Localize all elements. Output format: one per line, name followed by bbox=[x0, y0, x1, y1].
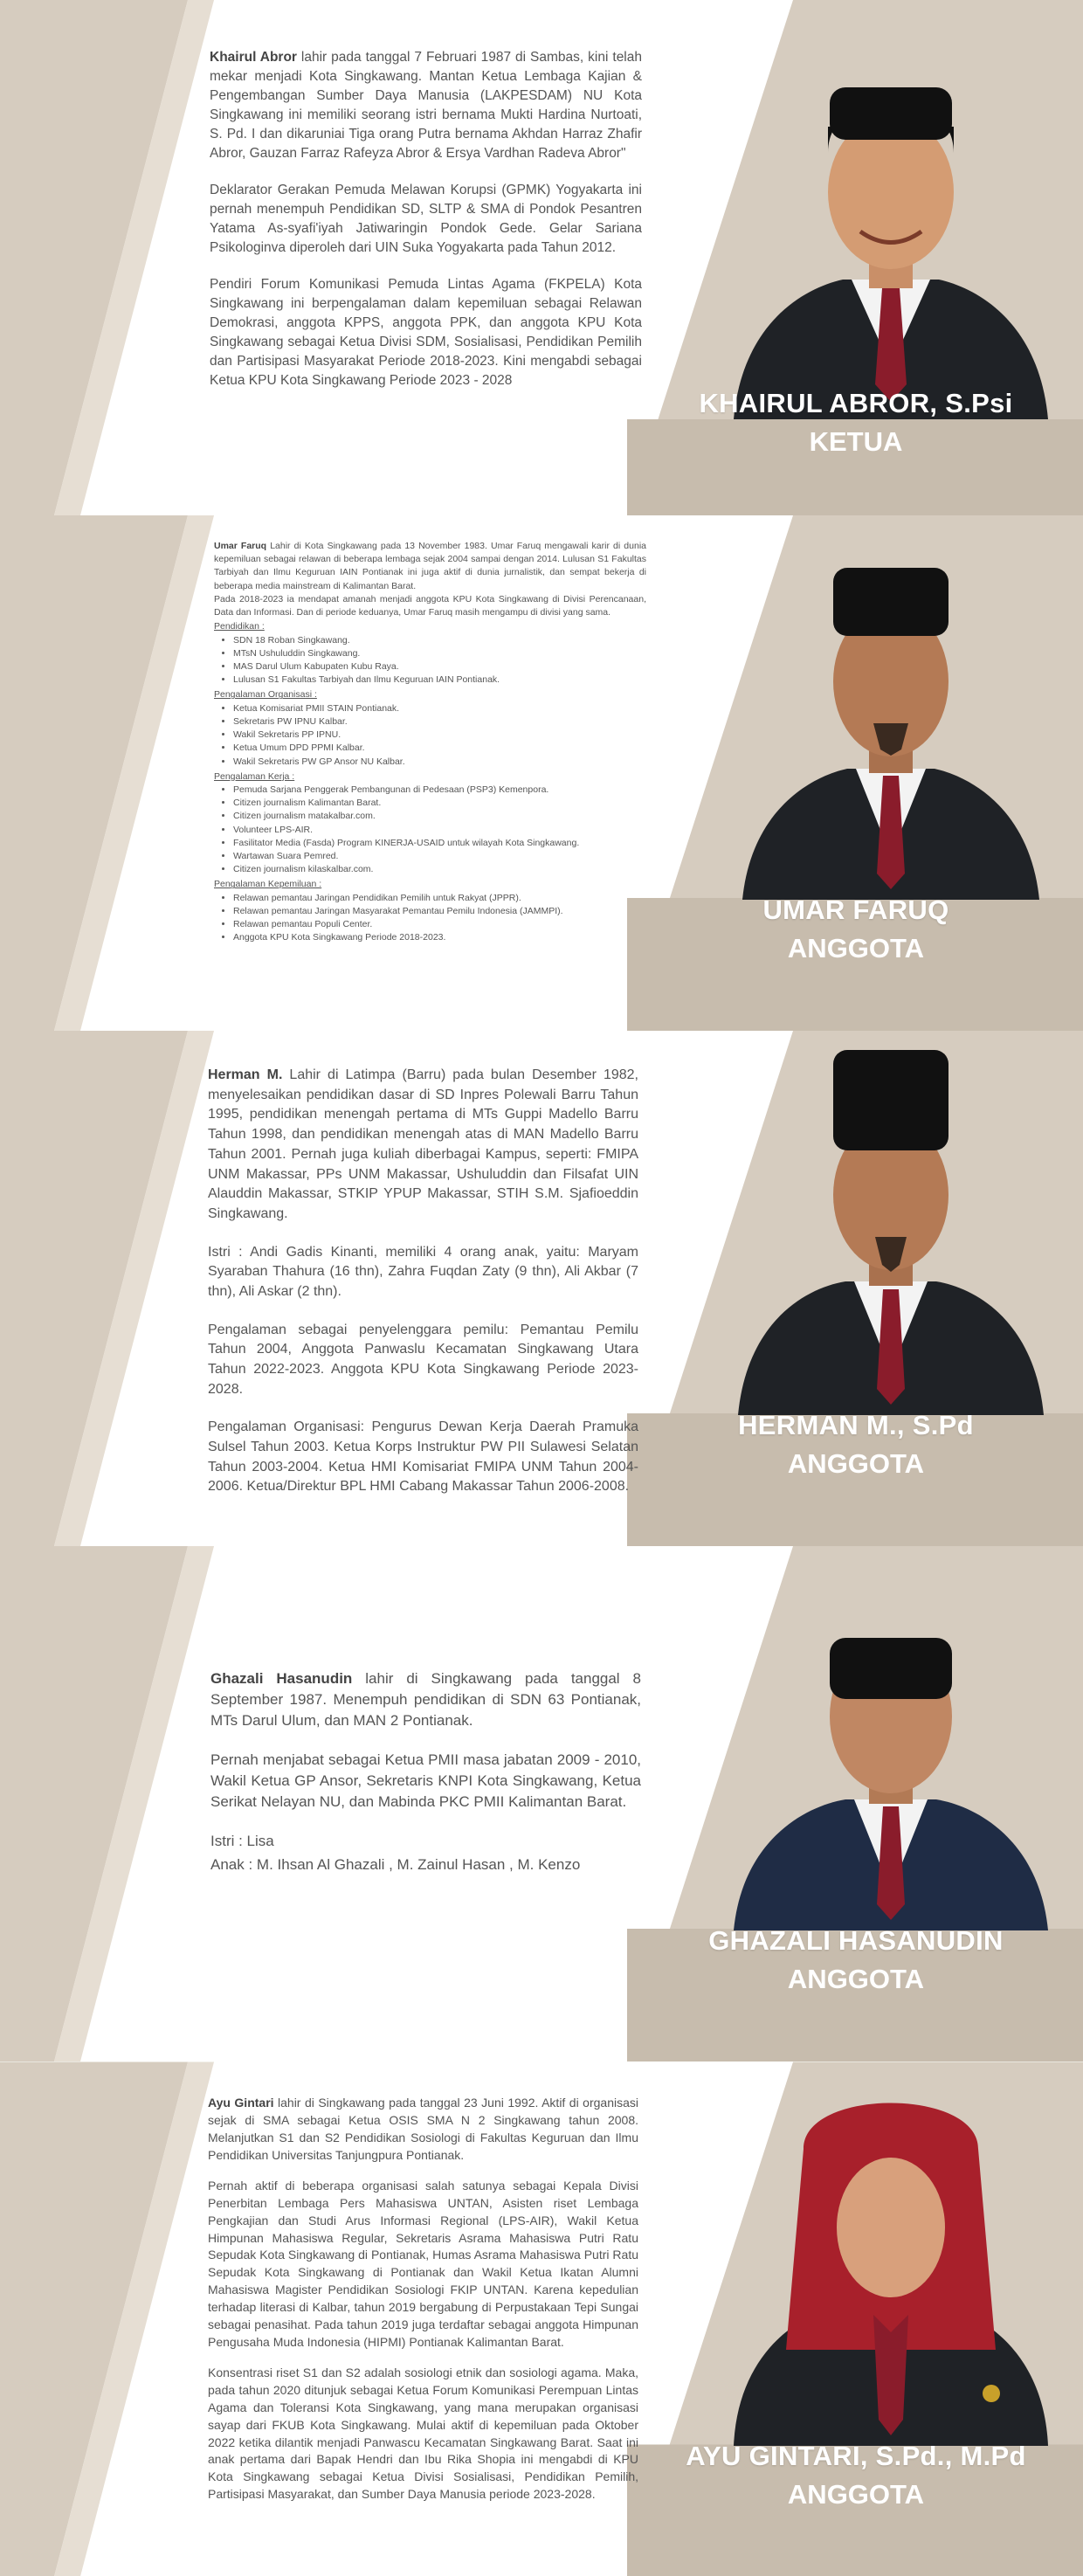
list-item: • Pemuda Sarjana Penggerak Pembangunan di Pedesaan (PSP3) Kemenpora. bbox=[233, 784, 646, 797]
member-name: UMAR FARUQ bbox=[762, 894, 949, 925]
section-heading: Pengalaman Organisasi : bbox=[214, 689, 317, 701]
member-name: GHAZALI HASANUDIN bbox=[708, 1925, 1004, 1956]
list-item: • Anggota KPU Kota Singkawang Periode 2018-2023. bbox=[233, 931, 646, 944]
member-caption bbox=[629, 2437, 1083, 2514]
list-item: • Relawan pemantau Jaringan Pendidikan Pemilih untuk Rakyat (JPPR). bbox=[233, 892, 646, 905]
member-bio-text: lahir di Singkawang pada tanggal 8 September 1987. Menempuh pendidikan di SDN 63 Pontianak, MTs Darul Ulum, dan MAN 2 Pontianak. bbox=[210, 1670, 641, 1730]
member-bio bbox=[214, 540, 646, 947]
member-name: AYU GINTARI, S.Pd., M.Pd bbox=[686, 2441, 1026, 2471]
member-caption bbox=[629, 384, 1083, 461]
list-item: • Ketua Umum DPD PPMI Kalbar. bbox=[233, 742, 646, 755]
member-portrait bbox=[699, 1031, 1083, 1415]
work-list bbox=[214, 784, 646, 877]
member-name: HERMAN M., S.Pd bbox=[738, 1410, 974, 1440]
member-bio-paragraph: Pernah menjabat sebagai Ketua PMII masa jabatan 2009 - 2010, Wakil Ketua GP Ansor, Sekretaris KNPI Kota Singkawang, Ketua Serikat Nelayan NU, dan Mabinda PKC PMII Kalimantan Barat. bbox=[210, 1751, 641, 1811]
list-item: • Fasilitator Media (Fasda) Program KINERJA-USAID untuk wilayah Kota Singkawang. bbox=[233, 837, 646, 850]
list-item: • Citizen journalism kilaskalbar.com. bbox=[233, 863, 646, 876]
member-bio-name: Khairul Abror bbox=[210, 50, 297, 65]
member-bio bbox=[208, 2095, 638, 2514]
member-bio-paragraph: Pengalaman Organisasi: Pengurus Dewan Kerja Daerah Pramuka Sulsel Tahun 2003. Ketua Korps Instruktur PW PII Sulawesi Selatan Tahun 2003-2004. Ketua HMI Komisariat FMIPA UNM Tahun 2004-2006. Ketua/Direktur BPL HMI Cabang Makassar Tahun 2006-2008. bbox=[208, 1419, 638, 1495]
member-bio-name: Herman M. bbox=[208, 1067, 283, 1082]
list-item: • Citizen journalism Kalimantan Barat. bbox=[233, 797, 646, 810]
member-bio-text: lahir di Singkawang pada tanggal 23 Juni 1992. Aktif di organisasi sejak di SMA sebagai Ketua OSIS SMA N 2 Singkawang tahun 2008. Melanjutkan S1 dan S2 Pendidikan Sosiologi di Fakultas Keguruan dan Ilmu Pendidikan Universitas Tanjungpura Pontianak. bbox=[208, 2096, 638, 2162]
list-item: • MAS Darul Ulum Kabupaten Kubu Raya. bbox=[233, 660, 646, 673]
member-bio-text: Lahir di Kota Singkawang pada 13 November 1983. Umar Faruq mengawali karir di dunia kepemiluan sebagai relawan di beberapa lembaga sejak 2004 sampai dengan 2014. Lulusan S1 Fakultas Tarbiyah dan Ilmu Keguruan IAIN Pontianak ini juga aktif di dunia jurnalistik, dan sempat bekerja di beberapa media mainstream di Kalimantan Barat. bbox=[214, 541, 646, 591]
list-item: • Ketua Komisariat PMII STAIN Pontianak. bbox=[233, 702, 646, 715]
section-heading: Pendidikan : bbox=[214, 621, 265, 632]
list-item: • Volunteer LPS-AIR. bbox=[233, 824, 646, 837]
member-bio-text: Lahir di Latimpa (Barru) pada bulan Desember 1982, menyelesaikan pendidikan dasar di SD Inpres Polewali Barru Tahun 1995, pendidikan menengah pertama di MTs Guppi Madello Barru Tahun 1998, dan pendidikan menengah atas di MAN Madello Barru Tahun 2001. Pernah juga kuliah diberbagai Kampus, seperti: FMIPA UNM Makassar, PPs UNM Makassar, Ushuluddin dan Filsafat UIN Alauddin Makassar, STKIP YPUP Makassar, STIH S.M. Sjafioeddin Singkawang. bbox=[208, 1067, 638, 1222]
member-bio-paragraph: Pada 2018-2023 ia mendapat amanah menjadi anggota KPU Kota Singkawang di Divisi Perencanaan, Data dan Informasi. Dan di periode keduanya, Umar Faruq masih mengampu di divisi yang sama. bbox=[214, 593, 646, 618]
member-role: ANGGOTA bbox=[787, 933, 925, 963]
member-bio-paragraph: Konsentrasi riset S1 dan S2 adalah sosiologi etnik dan sosiologi agama. Maka, pada tahun 2020 ditunjuk sebagai Ketua Forum Komunikasi Perempuan Lintas Agama dan Toleransi Kota Singkawang, yang mana merupakan organisasi sayap dari FKUB Kota Singkawang. Mulai aktif di kepemiluan pada Oktober 2022 ketika dilantik menjadi Panwascu Kecamatan Singkawang Barat. Saat ini anak pertama dari Bapak Hendri dan Ibu Rika Shopia ini mengabdi di KPU Kota Singkawang sebagai Ketua Divisi Sosialisasi, Pendidikan Pemilih, Partisipasi Masyarakat, dan Sumber Daya Manusia periode 2023-2028. bbox=[208, 2365, 638, 2502]
member-panel-2 bbox=[0, 515, 1083, 1031]
member-panel-5 bbox=[0, 2061, 1083, 2576]
list-item: • SDN 18 Roban Singkawang. bbox=[233, 634, 646, 647]
member-bio bbox=[208, 1066, 638, 1509]
member-role: KETUA bbox=[809, 426, 903, 457]
member-portrait bbox=[699, 515, 1083, 900]
election-list bbox=[214, 892, 646, 945]
member-caption bbox=[629, 891, 1083, 968]
member-bio-name: Ghazali Hasanudin bbox=[210, 1670, 353, 1687]
member-caption bbox=[629, 1406, 1083, 1483]
member-role: ANGGOTA bbox=[787, 1964, 925, 1994]
member-bio bbox=[210, 1668, 641, 1889]
list-item: • Citizen journalism matakalbar.com. bbox=[233, 810, 646, 823]
member-bio-name: Ayu Gintari bbox=[208, 2096, 274, 2110]
member-bio-paragraph: Pernah aktif di beberapa organisasi salah satunya sebagai Kepala Divisi Penerbitan Lembaga Pers Mahasiswa UNTAN, Asisten riset Lembaga Pengkajian dan Studi Arus Informasi Regional (LPS-AIR), Wakil Ketua Himpunan Mahasiswa Regular, Sekretaris Asrama Mahasiswa Putri Ratu Sepudak Kota Singkawang di Pontianak, Humas Asrama Mahasiswa Putri Ratu Sepudak Kota Singkawang di Pontianak dan Wakil Ketua Ikatan Alumni Mahasiswa Magister Pendidikan Sosiologi FKIP UNTAN. Karena kepedulian terhadap literasi di Kalbar, tahun 2019 bergabung di Perpustakaan Tepi Sungai sebagai penasihat. Pada tahun 2019 juga terdaftar sebagai anggota Himpunan Pengusaha Muda Indonesia (HIPMI) Pontianak Kalimantan Barat. bbox=[208, 2178, 638, 2349]
section-heading: Pengalaman Kepemiluan : bbox=[214, 879, 322, 890]
section-heading: Pengalaman Kerja : bbox=[214, 770, 295, 782]
list-item: • Wartawan Suara Pemred. bbox=[233, 850, 646, 863]
list-item: • MTsN Ushuluddin Singkawang. bbox=[233, 647, 646, 660]
member-portrait bbox=[699, 1546, 1083, 1930]
member-panel-4 bbox=[0, 1546, 1083, 2061]
member-caption bbox=[629, 1922, 1083, 1999]
list-item: • Relawan pemantau Jaringan Masyarakat Pemantau Pemilu Indonesia (JAMMPI). bbox=[233, 905, 646, 918]
list-item: • Relawan pemantau Populi Center. bbox=[233, 918, 646, 931]
list-item: • Wakil Sekretaris PP IPNU. bbox=[233, 729, 646, 742]
member-bio-paragraph: Pengalaman sebagai penyelenggara pemilu: Pemantau Pemilu Tahun 2004, Anggota Panwaslu Kecamatan Singkawang Utara Tahun 2022-2023. Anggota KPU Kota Singkawang Periode 2023-2028. bbox=[208, 1322, 638, 1397]
member-bio bbox=[210, 48, 642, 402]
member-portrait bbox=[699, 35, 1083, 419]
member-role: ANGGOTA bbox=[787, 1448, 925, 1479]
member-bio-paragraph: Istri : Lisa bbox=[210, 1832, 274, 1849]
member-bio-paragraph: Deklarator Gerakan Pemuda Melawan Korupsi (GPMK) Yogyakarta ini pernah menempuh Pendidikan SD, SLTP & SMA di Pondok Pesantren Yatama As-syafi'iyah Jatiwaringin Pondok Gede. Gelar Sariana Psikologinva diperoleh dari UIN Suka Yogyakarta pada Tahun 2012. bbox=[210, 183, 642, 256]
member-role: ANGGOTA bbox=[787, 2479, 925, 2510]
member-bio-name: Umar Faruq bbox=[214, 541, 267, 551]
list-item: • Sekretaris PW IPNU Kalbar. bbox=[233, 715, 646, 729]
organization-list bbox=[214, 702, 646, 769]
member-portrait bbox=[699, 2061, 1083, 2446]
member-bio-paragraph: Istri : Andi Gadis Kinanti, memiliki 4 orang anak, yaitu: Maryam Syaraban Thahura (16 thn), Zahra Fuqdan Zaty (9 thn), Ali Akbar (7 thn), Ali Askar (2 thn). bbox=[208, 1244, 638, 1299]
member-bio-paragraph: Pendiri Forum Komunikasi Pemuda Lintas Agama (FKPELA) Kota Singkawang ini berpengalaman dalam kepemiluan sebagai Relawan Demokrasi, anggota KPPS, anggota PPK, dan anggota KPU Kota Singkawang sebagai Ketua Divisi SDM, Sosialisasi, Pendidikan Pemilih dan Partisipasi Masyarakat Periode 2018-2023. Kini mengabdi sebagai Ketua KPU Kota Singkawang Periode 2023 - 2028 bbox=[210, 277, 642, 389]
member-bio-text: lahir pada tanggal 7 Februari 1987 di Sambas, kini telah mekar menjadi Kota Singkawang. Mantan Ketua Lembaga Kajian & Pengembangan Sumber Daya Manusia (LAKPESDAM) NU Kota Singkawang ini memiliki seorang istri bernama Mukti Hardina Nurtoati, S. Pd. I dan dikaruniai Tiga orang Putra bernama Akhdan Harraz Zhafir Abror, Gauzan Farraz Rafeyza Abror & Ersya Vardhan Radeva Abror" bbox=[210, 50, 642, 161]
member-name: KHAIRUL ABROR, S.Psi bbox=[699, 388, 1013, 418]
member-panel-3 bbox=[0, 1031, 1083, 1546]
member-panel-1 bbox=[0, 0, 1083, 515]
education-list bbox=[214, 634, 646, 687]
member-bio-paragraph: Anak : M. Ihsan Al Ghazali , M. Zainul Hasan , M. Kenzo bbox=[210, 1856, 581, 1874]
list-item: • Wakil Sekretaris PW GP Ansor NU Kalbar. bbox=[233, 756, 646, 769]
list-item: • Lulusan S1 Fakultas Tarbiyah dan Ilmu Keguruan IAIN Pontianak. bbox=[233, 673, 646, 687]
